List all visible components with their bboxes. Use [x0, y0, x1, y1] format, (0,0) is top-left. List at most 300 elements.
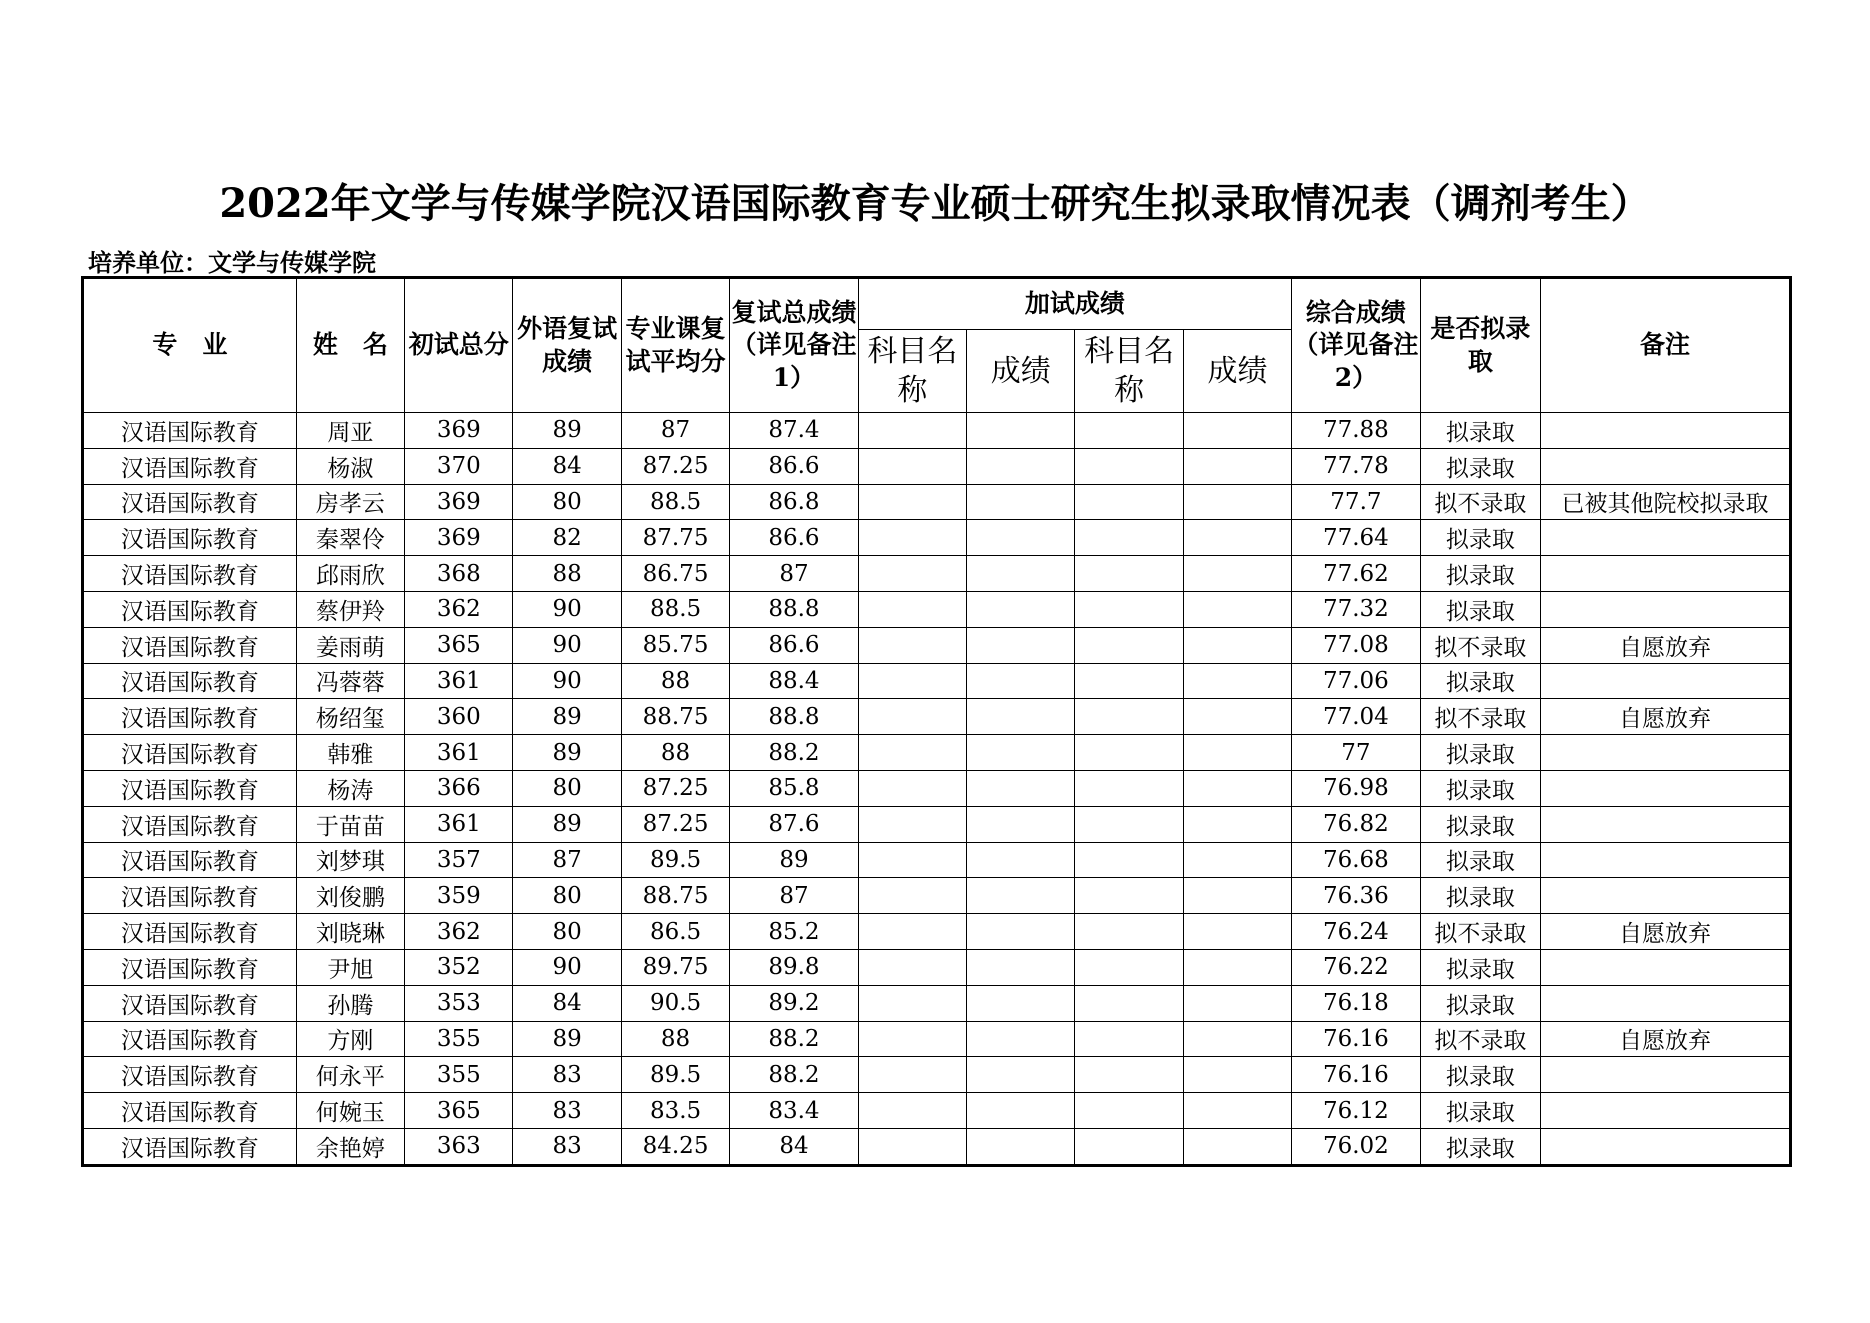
cell-retest-total: 85.2: [730, 914, 858, 950]
cell-subject-2: [1075, 1021, 1183, 1057]
cell-score-1: [967, 949, 1075, 985]
cell-foreign-retest: 80: [513, 878, 621, 914]
cell-note: [1541, 663, 1791, 699]
cell-subject-2: [1075, 520, 1183, 556]
cell-initial-total: 365: [405, 1093, 513, 1129]
cell-major: 汉语国际教育: [83, 1093, 297, 1129]
cell-score-2: [1183, 770, 1291, 806]
cell-note: [1541, 1093, 1791, 1129]
cell-subject-1: [858, 878, 966, 914]
cell-major-retest-avg: 88.75: [621, 699, 729, 735]
cell-initial-total: 369: [405, 413, 513, 449]
header-admit: 是否拟录取: [1420, 278, 1540, 413]
table-row: [83, 520, 1791, 556]
cell-initial-total: 361: [405, 663, 513, 699]
page-title: 2022年文学与传媒学院汉语国际教育专业硕士研究生拟录取情况表（调剂考生）: [219, 180, 1651, 227]
cell-score-1: [967, 520, 1075, 556]
table-row: [83, 770, 1791, 806]
cell-foreign-retest: 89: [513, 735, 621, 771]
table-row: [83, 985, 1791, 1021]
cell-score-2: [1183, 842, 1291, 878]
cell-score-1: [967, 484, 1075, 520]
cell-subject-1: [858, 1057, 966, 1093]
cell-admit: 拟录取: [1420, 985, 1540, 1021]
cell-composite: 76.36: [1292, 878, 1420, 914]
cell-subject-1: [858, 770, 966, 806]
cell-subject-1: [858, 413, 966, 449]
cell-major: 汉语国际教育: [83, 1021, 297, 1057]
cell-major-retest-avg: 83.5: [621, 1093, 729, 1129]
header-major-retest-avg: 专业课复试平均分: [621, 278, 729, 413]
cell-score-1: [967, 413, 1075, 449]
cell-retest-total: 88.8: [730, 591, 858, 627]
cell-retest-total: 89.8: [730, 949, 858, 985]
cell-score-2: [1183, 1128, 1291, 1165]
cell-admit: 拟不录取: [1420, 699, 1540, 735]
header-score-1: 成绩: [967, 330, 1075, 413]
cell-initial-total: 355: [405, 1057, 513, 1093]
cell-major: 汉语国际教育: [83, 520, 297, 556]
cell-subject-2: [1075, 484, 1183, 520]
cell-subject-1: [858, 1128, 966, 1165]
cell-name: 方刚: [296, 1021, 404, 1057]
cell-initial-total: 352: [405, 949, 513, 985]
cell-score-1: [967, 914, 1075, 950]
cell-name: 冯蓉蓉: [296, 663, 404, 699]
cell-score-2: [1183, 663, 1291, 699]
table-row: [83, 842, 1791, 878]
cell-initial-total: 361: [405, 806, 513, 842]
cell-retest-total: 87: [730, 556, 858, 592]
cell-retest-total: 85.8: [730, 770, 858, 806]
cell-note: 自愿放弃: [1541, 627, 1791, 663]
table-row: [83, 1057, 1791, 1093]
table-row: [83, 878, 1791, 914]
cell-subject-1: [858, 842, 966, 878]
cell-composite: 77.32: [1292, 591, 1420, 627]
cell-major: 汉语国际教育: [83, 627, 297, 663]
cell-note: 自愿放弃: [1541, 1021, 1791, 1057]
cell-note: [1541, 735, 1791, 771]
cell-major-retest-avg: 89.5: [621, 842, 729, 878]
cell-foreign-retest: 89: [513, 1021, 621, 1057]
cell-major: 汉语国际教育: [83, 448, 297, 484]
cell-score-1: [967, 985, 1075, 1021]
cell-admit: 拟录取: [1420, 878, 1540, 914]
cell-major-retest-avg: 89.75: [621, 949, 729, 985]
cell-foreign-retest: 83: [513, 1057, 621, 1093]
cell-note: [1541, 520, 1791, 556]
cell-name: 姜雨萌: [296, 627, 404, 663]
cell-admit: 拟录取: [1420, 1128, 1540, 1165]
cell-composite: 77.7: [1292, 484, 1420, 520]
cell-admit: 拟录取: [1420, 413, 1540, 449]
cell-score-2: [1183, 413, 1291, 449]
cell-composite: 76.82: [1292, 806, 1420, 842]
header-initial-total: 初试总分: [405, 278, 513, 413]
cell-note: 自愿放弃: [1541, 914, 1791, 950]
admission-table: [81, 276, 1792, 1167]
cell-composite: 77.04: [1292, 699, 1420, 735]
cell-note: [1541, 806, 1791, 842]
cell-score-2: [1183, 806, 1291, 842]
cell-major-retest-avg: 85.75: [621, 627, 729, 663]
table-row: [83, 949, 1791, 985]
cell-retest-total: 86.6: [730, 627, 858, 663]
cell-major: 汉语国际教育: [83, 878, 297, 914]
cell-score-2: [1183, 484, 1291, 520]
cell-note: [1541, 770, 1791, 806]
cell-score-2: [1183, 1057, 1291, 1093]
header-subject-2: 科目名称: [1075, 330, 1183, 413]
cell-major-retest-avg: 86.5: [621, 914, 729, 950]
cell-foreign-retest: 90: [513, 949, 621, 985]
cell-score-1: [967, 448, 1075, 484]
cell-major-retest-avg: 87.25: [621, 448, 729, 484]
cell-foreign-retest: 90: [513, 663, 621, 699]
cell-score-2: [1183, 985, 1291, 1021]
cell-name: 韩雅: [296, 735, 404, 771]
cell-subject-1: [858, 484, 966, 520]
table-row: [83, 735, 1791, 771]
cell-name: 杨涛: [296, 770, 404, 806]
cell-initial-total: 369: [405, 520, 513, 556]
cell-composite: 76.98: [1292, 770, 1420, 806]
table-row: [83, 806, 1791, 842]
cell-admit: 拟不录取: [1420, 627, 1540, 663]
cell-name: 刘梦琪: [296, 842, 404, 878]
cell-retest-total: 87.4: [730, 413, 858, 449]
cell-name: 于苗苗: [296, 806, 404, 842]
cell-major: 汉语国际教育: [83, 735, 297, 771]
cell-composite: 77: [1292, 735, 1420, 771]
cell-subject-2: [1075, 556, 1183, 592]
cell-subject-2: [1075, 985, 1183, 1021]
cell-initial-total: 362: [405, 591, 513, 627]
cell-subject-2: [1075, 448, 1183, 484]
cell-score-1: [967, 842, 1075, 878]
cell-admit: 拟录取: [1420, 556, 1540, 592]
table-row: [83, 1093, 1791, 1129]
cell-score-1: [967, 735, 1075, 771]
cell-major-retest-avg: 87: [621, 413, 729, 449]
cell-major-retest-avg: 87.25: [621, 806, 729, 842]
cell-major: 汉语国际教育: [83, 1057, 297, 1093]
cell-major-retest-avg: 88: [621, 663, 729, 699]
cell-admit: 拟录取: [1420, 949, 1540, 985]
table-row: [83, 1021, 1791, 1057]
cell-score-1: [967, 1093, 1075, 1129]
cell-composite: 76.16: [1292, 1021, 1420, 1057]
cell-score-2: [1183, 1093, 1291, 1129]
table-row: [83, 591, 1791, 627]
cell-subject-1: [858, 735, 966, 771]
cell-initial-total: 361: [405, 735, 513, 771]
cell-retest-total: 86.6: [730, 448, 858, 484]
cell-name: 周亚: [296, 413, 404, 449]
cell-major-retest-avg: 87.75: [621, 520, 729, 556]
cell-note: [1541, 1057, 1791, 1093]
cell-major-retest-avg: 88.5: [621, 484, 729, 520]
cell-retest-total: 84: [730, 1128, 858, 1165]
cell-score-2: [1183, 914, 1291, 950]
cell-admit: 拟录取: [1420, 591, 1540, 627]
cell-score-1: [967, 1057, 1075, 1093]
cell-name: 何婉玉: [296, 1093, 404, 1129]
table-row: [83, 1128, 1791, 1165]
cell-retest-total: 86.8: [730, 484, 858, 520]
cell-subject-2: [1075, 842, 1183, 878]
cell-note: [1541, 591, 1791, 627]
cell-admit: 拟不录取: [1420, 914, 1540, 950]
cell-score-1: [967, 770, 1075, 806]
cell-initial-total: 369: [405, 484, 513, 520]
cell-foreign-retest: 80: [513, 914, 621, 950]
cell-foreign-retest: 89: [513, 806, 621, 842]
cell-score-2: [1183, 520, 1291, 556]
header-extra-exam: 加试成绩: [858, 278, 1292, 330]
cell-admit: 拟录取: [1420, 806, 1540, 842]
cell-subject-2: [1075, 878, 1183, 914]
cell-score-2: [1183, 949, 1291, 985]
header-retest-total: 复试总成绩（详见备注1）: [730, 278, 858, 413]
cell-foreign-retest: 82: [513, 520, 621, 556]
cell-note: [1541, 878, 1791, 914]
header-score-2: 成绩: [1183, 330, 1291, 413]
cell-initial-total: 362: [405, 914, 513, 950]
cell-name: 尹旭: [296, 949, 404, 985]
cell-subject-2: [1075, 591, 1183, 627]
cell-retest-total: 86.6: [730, 520, 858, 556]
cell-score-1: [967, 878, 1075, 914]
cell-foreign-retest: 80: [513, 484, 621, 520]
cell-initial-total: 359: [405, 878, 513, 914]
cell-major-retest-avg: 88.75: [621, 878, 729, 914]
table-row: [83, 484, 1791, 520]
cell-score-1: [967, 699, 1075, 735]
cell-retest-total: 88.2: [730, 1057, 858, 1093]
cell-subject-1: [858, 448, 966, 484]
cell-note: [1541, 448, 1791, 484]
cell-major: 汉语国际教育: [83, 556, 297, 592]
cell-note: [1541, 985, 1791, 1021]
cell-note: [1541, 842, 1791, 878]
cell-subject-1: [858, 556, 966, 592]
cell-name: 房孝云: [296, 484, 404, 520]
cell-subject-1: [858, 806, 966, 842]
cell-composite: 76.24: [1292, 914, 1420, 950]
cell-subject-2: [1075, 1093, 1183, 1129]
cell-score-1: [967, 1128, 1075, 1165]
cell-major-retest-avg: 90.5: [621, 985, 729, 1021]
cell-score-1: [967, 556, 1075, 592]
table-row: [83, 914, 1791, 950]
cell-retest-total: 87.6: [730, 806, 858, 842]
cell-foreign-retest: 80: [513, 770, 621, 806]
cell-note: [1541, 1128, 1791, 1165]
cell-admit: 拟录取: [1420, 770, 1540, 806]
cell-subject-2: [1075, 735, 1183, 771]
cell-score-2: [1183, 591, 1291, 627]
cell-score-2: [1183, 448, 1291, 484]
cell-subject-2: [1075, 770, 1183, 806]
cell-subject-2: [1075, 949, 1183, 985]
cell-initial-total: 365: [405, 627, 513, 663]
cell-subject-2: [1075, 413, 1183, 449]
cell-admit: 拟录取: [1420, 842, 1540, 878]
cell-subject-1: [858, 520, 966, 556]
cell-initial-total: 368: [405, 556, 513, 592]
cell-admit: 拟录取: [1420, 663, 1540, 699]
header-subject-1: 科目名称: [858, 330, 966, 413]
cell-major: 汉语国际教育: [83, 663, 297, 699]
cell-name: 余艳婷: [296, 1128, 404, 1165]
cell-admit: 拟不录取: [1420, 484, 1540, 520]
cell-subject-1: [858, 591, 966, 627]
cell-score-1: [967, 806, 1075, 842]
cell-retest-total: 88.2: [730, 735, 858, 771]
cell-major-retest-avg: 88: [621, 1021, 729, 1057]
table-row: [83, 413, 1791, 449]
cell-major: 汉语国际教育: [83, 484, 297, 520]
cell-admit: 拟录取: [1420, 520, 1540, 556]
cell-admit: 拟录取: [1420, 735, 1540, 771]
cell-subject-2: [1075, 1057, 1183, 1093]
cell-name: 孙腾: [296, 985, 404, 1021]
cell-subject-2: [1075, 1128, 1183, 1165]
cell-score-1: [967, 1021, 1075, 1057]
cell-note: 已被其他院校拟录取: [1541, 484, 1791, 520]
cell-foreign-retest: 84: [513, 448, 621, 484]
cell-name: 蔡伊羚: [296, 591, 404, 627]
cell-major: 汉语国际教育: [83, 949, 297, 985]
cell-subject-1: [858, 914, 966, 950]
cell-subject-2: [1075, 663, 1183, 699]
cell-major: 汉语国际教育: [83, 1128, 297, 1165]
cell-initial-total: 366: [405, 770, 513, 806]
cell-major-retest-avg: 88: [621, 735, 729, 771]
cell-subject-2: [1075, 806, 1183, 842]
cell-composite: 76.02: [1292, 1128, 1420, 1165]
cell-score-1: [967, 663, 1075, 699]
cell-major-retest-avg: 89.5: [621, 1057, 729, 1093]
cell-major: 汉语国际教育: [83, 591, 297, 627]
cell-composite: 76.18: [1292, 985, 1420, 1021]
cell-major-retest-avg: 87.25: [621, 770, 729, 806]
cell-note: [1541, 556, 1791, 592]
cell-foreign-retest: 89: [513, 413, 621, 449]
cell-note: 自愿放弃: [1541, 699, 1791, 735]
cell-initial-total: 357: [405, 842, 513, 878]
cell-subject-2: [1075, 699, 1183, 735]
cell-note: [1541, 413, 1791, 449]
cell-score-2: [1183, 627, 1291, 663]
cell-initial-total: 353: [405, 985, 513, 1021]
cell-foreign-retest: 89: [513, 699, 621, 735]
table-row: [83, 699, 1791, 735]
cell-score-2: [1183, 878, 1291, 914]
cell-composite: 77.06: [1292, 663, 1420, 699]
cell-major-retest-avg: 86.75: [621, 556, 729, 592]
table-row: [83, 556, 1791, 592]
cell-retest-total: 87: [730, 878, 858, 914]
cell-admit: 拟录取: [1420, 1057, 1540, 1093]
cell-score-2: [1183, 1021, 1291, 1057]
cell-major: 汉语国际教育: [83, 914, 297, 950]
cell-initial-total: 363: [405, 1128, 513, 1165]
table-row: [83, 627, 1791, 663]
cell-foreign-retest: 90: [513, 627, 621, 663]
cell-composite: 77.64: [1292, 520, 1420, 556]
cell-major: 汉语国际教育: [83, 413, 297, 449]
cell-foreign-retest: 84: [513, 985, 621, 1021]
cell-admit: 拟录取: [1420, 448, 1540, 484]
cell-foreign-retest: 90: [513, 591, 621, 627]
cell-subject-1: [858, 699, 966, 735]
table-body: [83, 413, 1791, 1166]
cell-initial-total: 360: [405, 699, 513, 735]
table-row: [83, 663, 1791, 699]
cell-foreign-retest: 83: [513, 1093, 621, 1129]
cell-score-1: [967, 627, 1075, 663]
header-note: 备注: [1541, 278, 1791, 413]
cell-retest-total: 88.8: [730, 699, 858, 735]
cell-retest-total: 89.2: [730, 985, 858, 1021]
table-row: [83, 448, 1791, 484]
cell-name: 杨淑: [296, 448, 404, 484]
cell-composite: 77.62: [1292, 556, 1420, 592]
cell-initial-total: 355: [405, 1021, 513, 1057]
cell-name: 刘俊鹏: [296, 878, 404, 914]
cell-major: 汉语国际教育: [83, 985, 297, 1021]
cell-retest-total: 88.4: [730, 663, 858, 699]
cell-retest-total: 83.4: [730, 1093, 858, 1129]
cell-retest-total: 89: [730, 842, 858, 878]
cell-initial-total: 370: [405, 448, 513, 484]
cell-name: 刘晓琳: [296, 914, 404, 950]
training-unit-label: 培养单位：文学与传媒学院: [88, 248, 376, 277]
cell-score-2: [1183, 735, 1291, 771]
cell-note: [1541, 949, 1791, 985]
cell-name: 秦翠伶: [296, 520, 404, 556]
header-major: 专 业: [83, 278, 297, 413]
header-name: 姓 名: [296, 278, 404, 413]
cell-major-retest-avg: 88.5: [621, 591, 729, 627]
cell-name: 邱雨欣: [296, 556, 404, 592]
cell-admit: 拟不录取: [1420, 1021, 1540, 1057]
cell-major: 汉语国际教育: [83, 842, 297, 878]
cell-subject-1: [858, 663, 966, 699]
cell-name: 杨绍玺: [296, 699, 404, 735]
cell-composite: 76.68: [1292, 842, 1420, 878]
cell-foreign-retest: 88: [513, 556, 621, 592]
cell-major: 汉语国际教育: [83, 770, 297, 806]
cell-score-2: [1183, 699, 1291, 735]
cell-score-1: [967, 591, 1075, 627]
cell-composite: 77.78: [1292, 448, 1420, 484]
cell-subject-1: [858, 985, 966, 1021]
header-foreign-retest: 外语复试成绩: [513, 278, 621, 413]
cell-subject-2: [1075, 914, 1183, 950]
cell-subject-1: [858, 1021, 966, 1057]
cell-composite: 76.16: [1292, 1057, 1420, 1093]
cell-composite: 76.22: [1292, 949, 1420, 985]
cell-major: 汉语国际教育: [83, 806, 297, 842]
cell-subject-1: [858, 949, 966, 985]
cell-major-retest-avg: 84.25: [621, 1128, 729, 1165]
cell-subject-2: [1075, 627, 1183, 663]
cell-major: 汉语国际教育: [83, 699, 297, 735]
